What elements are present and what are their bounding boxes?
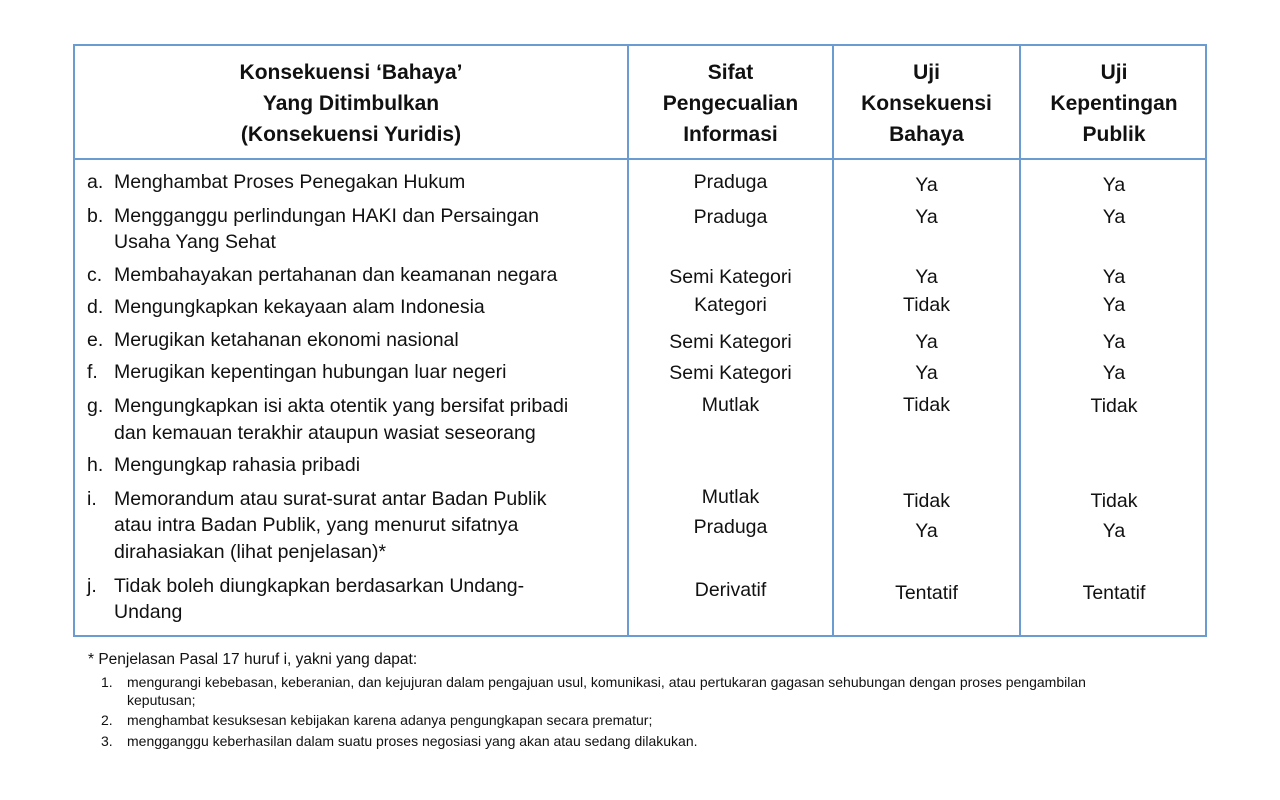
row-text: Merugikan ketahanan ekonomi nasional xyxy=(114,329,459,351)
sifat-value: Semi Kategori xyxy=(669,266,792,288)
header-uji-bahaya xyxy=(834,46,1019,160)
row-label: d. xyxy=(87,296,104,318)
header-sifat xyxy=(629,46,832,160)
uji-publik-value: Ya xyxy=(1102,266,1126,288)
header-line: (Konsekuensi Yuridis) xyxy=(240,122,462,146)
row-text: Mengungkapkan isi akta otentik yang bersifat pribadi xyxy=(114,395,569,417)
row-label: j. xyxy=(87,575,97,597)
uji-bahaya-value: Ya xyxy=(915,520,938,542)
sifat-value: Semi Kategori xyxy=(669,331,792,353)
header-line: Yang Ditimbulkan xyxy=(262,91,440,115)
row-text: Usaha Yang Sehat xyxy=(114,231,276,253)
uji-publik-value: Ya xyxy=(1102,362,1126,384)
row-text: Undang xyxy=(114,601,183,623)
footnote-number: 1. xyxy=(101,674,113,690)
sifat-value: Praduga xyxy=(693,206,768,228)
header-line: Konsekuensi xyxy=(861,91,992,115)
row-label: e. xyxy=(87,329,104,351)
row-text: Menghambat Proses Penegakan Hukum xyxy=(114,171,466,193)
uji-publik-value: Ya xyxy=(1102,520,1126,542)
footnote-number: 2. xyxy=(101,712,113,728)
row-text: Merugikan kepentingan hubungan luar negeri xyxy=(114,361,507,383)
header-uji-publik xyxy=(1021,46,1207,160)
row-text: Tidak boleh diungkapkan berdasarkan Undang- xyxy=(114,575,525,597)
header-line: Uji xyxy=(913,60,940,84)
header-line: Informasi xyxy=(683,122,778,146)
sifat-value: Praduga xyxy=(693,171,768,193)
row-label: a. xyxy=(87,171,104,193)
uji-publik-value: Tidak xyxy=(1090,490,1138,512)
row-label: g. xyxy=(87,395,104,417)
header-line: Pengecualian xyxy=(662,91,799,115)
row-text: atau intra Badan Publik, yang menurut sifatnya xyxy=(114,514,519,536)
consequence-table xyxy=(73,44,1207,637)
row-label: h. xyxy=(87,454,104,476)
uji-bahaya-value: Ya xyxy=(915,362,938,384)
row-label: i. xyxy=(87,488,97,510)
row-label: c. xyxy=(87,264,103,286)
sifat-value: Mutlak xyxy=(701,486,760,508)
sifat-value: Semi Kategori xyxy=(669,362,792,384)
uji-bahaya-value: Tidak xyxy=(903,394,950,416)
footnote-number: 3. xyxy=(101,733,113,749)
row-text: Memorandum atau surat-surat antar Badan Publik xyxy=(114,488,547,510)
header-konsekuensi xyxy=(75,46,627,160)
uji-bahaya-value: Ya xyxy=(915,206,938,228)
row-label: f. xyxy=(87,361,98,383)
header-line: Kepentingan xyxy=(1050,91,1178,115)
uji-bahaya-value: Tidak xyxy=(903,490,950,512)
row-text: dan kemauan terakhir ataupun wasiat seseorang xyxy=(114,422,536,444)
uji-bahaya-value: Tidak xyxy=(903,294,950,316)
footnote-item-text: menghambat kesuksesan kebijakan karena adanya pengungkapan secara prematur; xyxy=(127,712,653,728)
footnote-item-text: mengurangi kebebasan, keberanian, dan kejujuran dalam pengajuan usul, komunikasi, atau pertukaran gagasan sehubungan dengan proses pengambilan xyxy=(127,674,1086,690)
uji-publik-value: Ya xyxy=(1102,206,1126,228)
sifat-value: Mutlak xyxy=(701,394,760,416)
uji-publik-value: Ya xyxy=(1102,174,1126,196)
row-label: b. xyxy=(87,205,104,227)
uji-bahaya-value: Ya xyxy=(915,174,938,196)
header-line: Uji xyxy=(1100,60,1128,84)
sifat-value: Kategori xyxy=(694,294,767,316)
uji-bahaya-value: Tentatif xyxy=(895,582,958,604)
sifat-value: Praduga xyxy=(693,516,768,538)
row-text: Membahayakan pertahanan dan keamanan negara xyxy=(114,264,558,286)
row-text: Mengganggu perlindungan HAKI dan Persaingan xyxy=(114,205,539,227)
sifat-value: Derivatif xyxy=(694,579,767,601)
footnote-item-text: keputusan; xyxy=(127,692,196,708)
uji-publik-value: Ya xyxy=(1102,294,1126,316)
header-line: Publik xyxy=(1082,122,1146,146)
footnote-title: * Penjelasan Pasal 17 huruf i, yakni yang dapat: xyxy=(88,651,418,668)
uji-publik-value: Ya xyxy=(1102,331,1126,353)
footnote-item-text: mengganggu keberhasilan dalam suatu proses negosiasi yang akan atau sedang dilakukan. xyxy=(127,733,698,749)
uji-publik-value: Tidak xyxy=(1090,395,1138,417)
header-line: Sifat xyxy=(707,60,754,84)
row-text: dirahasiakan (lihat penjelasan)* xyxy=(114,541,387,563)
header-line: Konsekuensi ‘Bahaya’ xyxy=(239,60,463,84)
header-line: Bahaya xyxy=(889,122,964,146)
uji-publik-value: Tentatif xyxy=(1082,582,1146,604)
uji-bahaya-value: Ya xyxy=(915,266,938,288)
row-text: Mengungkapkan kekayaan alam Indonesia xyxy=(114,296,485,318)
uji-bahaya-value: Ya xyxy=(915,331,938,353)
row-text: Mengungkap rahasia pribadi xyxy=(114,454,361,476)
